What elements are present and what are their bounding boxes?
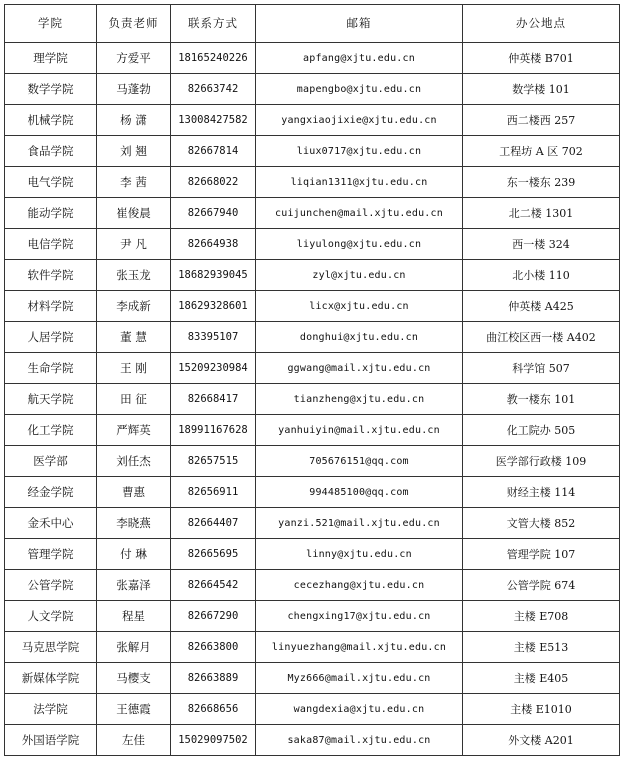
cell-email: cuijunchen@mail.xjtu.edu.cn: [256, 198, 463, 229]
cell-office: 主楼 E513: [463, 632, 620, 663]
cell-office: 北小楼 110: [463, 260, 620, 291]
cell-phone: 18682939045: [171, 260, 256, 291]
cell-email: zyl@xjtu.edu.cn: [256, 260, 463, 291]
table-row: [5, 663, 620, 694]
cell-email: wangdexia@xjtu.edu.cn: [256, 694, 463, 725]
cell-email: apfang@xjtu.edu.cn: [256, 43, 463, 74]
cell-email: 705676151@qq.com: [256, 446, 463, 477]
cell-teacher: 张嘉泽: [97, 570, 171, 601]
cell-email: liqian1311@xjtu.edu.cn: [256, 167, 463, 198]
cell-phone: 82656911: [171, 477, 256, 508]
cell-teacher: 李成新: [97, 291, 171, 322]
cell-teacher: 尹 凡: [97, 229, 171, 260]
cell-office: 北二楼 1301: [463, 198, 620, 229]
cell-college: 材料学院: [5, 291, 97, 322]
cell-phone: 82663800: [171, 632, 256, 663]
cell-teacher: 左佳: [97, 725, 171, 756]
cell-email: linyuezhang@mail.xjtu.edu.cn: [256, 632, 463, 663]
table-row: [5, 725, 620, 756]
header-office: 办公地点: [463, 5, 620, 43]
cell-college: 人居学院: [5, 322, 97, 353]
cell-teacher: 张解月: [97, 632, 171, 663]
cell-email: liyulong@xjtu.edu.cn: [256, 229, 463, 260]
cell-teacher: 杨 潇: [97, 105, 171, 136]
cell-phone: 82663889: [171, 663, 256, 694]
table-row: [5, 167, 620, 198]
cell-office: 曲江校区西一楼 A402: [463, 322, 620, 353]
cell-college: 化工学院: [5, 415, 97, 446]
cell-email: yanhuiyin@mail.xjtu.edu.cn: [256, 415, 463, 446]
cell-phone: 82664407: [171, 508, 256, 539]
cell-college: 能动学院: [5, 198, 97, 229]
cell-teacher: 王德霞: [97, 694, 171, 725]
table-row: [5, 539, 620, 570]
table-row: [5, 43, 620, 74]
cell-college: 金禾中心: [5, 508, 97, 539]
cell-college: 法学院: [5, 694, 97, 725]
cell-teacher: 张玉龙: [97, 260, 171, 291]
cell-office: 文管大楼 852: [463, 508, 620, 539]
cell-office: 主楼 E1010: [463, 694, 620, 725]
cell-email: mapengbo@xjtu.edu.cn: [256, 74, 463, 105]
cell-phone: 82668022: [171, 167, 256, 198]
cell-office: 公管学院 674: [463, 570, 620, 601]
cell-email: ggwang@mail.xjtu.edu.cn: [256, 353, 463, 384]
table-row: [5, 74, 620, 105]
cell-email: yanzi.521@mail.xjtu.edu.cn: [256, 508, 463, 539]
table-row: [5, 322, 620, 353]
cell-phone: 18165240226: [171, 43, 256, 74]
cell-phone: 82663742: [171, 74, 256, 105]
table-row: [5, 508, 620, 539]
table-row: [5, 260, 620, 291]
cell-teacher: 马樱支: [97, 663, 171, 694]
cell-college: 机械学院: [5, 105, 97, 136]
cell-teacher: 李 茜: [97, 167, 171, 198]
cell-college: 经金学院: [5, 477, 97, 508]
table-row: [5, 353, 620, 384]
table-row: [5, 229, 620, 260]
cell-phone: 83395107: [171, 322, 256, 353]
cell-teacher: 马蓬勃: [97, 74, 171, 105]
cell-phone: 82665695: [171, 539, 256, 570]
cell-phone: 82667290: [171, 601, 256, 632]
cell-office: 主楼 E708: [463, 601, 620, 632]
cell-email: saka87@mail.xjtu.edu.cn: [256, 725, 463, 756]
cell-phone: 82668417: [171, 384, 256, 415]
cell-teacher: 崔俊晨: [97, 198, 171, 229]
cell-phone: 18991167628: [171, 415, 256, 446]
contact-table: [4, 4, 620, 756]
cell-college: 食品学院: [5, 136, 97, 167]
cell-teacher: 严辉英: [97, 415, 171, 446]
cell-college: 公管学院: [5, 570, 97, 601]
cell-college: 航天学院: [5, 384, 97, 415]
table-header: [5, 5, 620, 43]
table-row: [5, 384, 620, 415]
cell-college: 电气学院: [5, 167, 97, 198]
cell-office: 主楼 E405: [463, 663, 620, 694]
cell-office: 东一楼东 239: [463, 167, 620, 198]
cell-email: 994485100@qq.com: [256, 477, 463, 508]
header-teacher: 负责老师: [97, 5, 171, 43]
cell-phone: 82667814: [171, 136, 256, 167]
cell-phone: 82668656: [171, 694, 256, 725]
table-body: [5, 43, 620, 756]
header-phone: 联系方式: [171, 5, 256, 43]
cell-college: 外国语学院: [5, 725, 97, 756]
cell-office: 教一楼东 101: [463, 384, 620, 415]
cell-office: 西一楼 324: [463, 229, 620, 260]
table-row: [5, 601, 620, 632]
cell-college: 马克思学院: [5, 632, 97, 663]
cell-teacher: 李晓燕: [97, 508, 171, 539]
header-college: 学院: [5, 5, 97, 43]
cell-email: Myz666@mail.xjtu.edu.cn: [256, 663, 463, 694]
table-row: [5, 105, 620, 136]
cell-office: 工程坊 A 区 702: [463, 136, 620, 167]
cell-office: 科学馆 507: [463, 353, 620, 384]
cell-office: 医学部行政楼 109: [463, 446, 620, 477]
cell-teacher: 董 慧: [97, 322, 171, 353]
table-row: [5, 291, 620, 322]
cell-college: 生命学院: [5, 353, 97, 384]
table-row: [5, 570, 620, 601]
cell-office: 财经主楼 114: [463, 477, 620, 508]
table-row: [5, 136, 620, 167]
cell-college: 管理学院: [5, 539, 97, 570]
cell-phone: 13008427582: [171, 105, 256, 136]
table-row: [5, 694, 620, 725]
table-row: [5, 632, 620, 663]
header-email: 邮箱: [256, 5, 463, 43]
cell-email: donghui@xjtu.edu.cn: [256, 322, 463, 353]
cell-college: 理学院: [5, 43, 97, 74]
cell-email: tianzheng@xjtu.edu.cn: [256, 384, 463, 415]
cell-phone: 82667940: [171, 198, 256, 229]
cell-teacher: 刘 翘: [97, 136, 171, 167]
cell-email: licx@xjtu.edu.cn: [256, 291, 463, 322]
cell-phone: 82657515: [171, 446, 256, 477]
cell-teacher: 曹惠: [97, 477, 171, 508]
table-row: [5, 446, 620, 477]
cell-phone: 82664542: [171, 570, 256, 601]
cell-email: liux0717@xjtu.edu.cn: [256, 136, 463, 167]
cell-office: 管理学院 107: [463, 539, 620, 570]
cell-phone: 18629328601: [171, 291, 256, 322]
cell-email: cecezhang@xjtu.edu.cn: [256, 570, 463, 601]
cell-teacher: 刘任杰: [97, 446, 171, 477]
cell-office: 数学楼 101: [463, 74, 620, 105]
cell-email: yangxiaojixie@xjtu.edu.cn: [256, 105, 463, 136]
cell-office: 西二楼西 257: [463, 105, 620, 136]
cell-phone: 82664938: [171, 229, 256, 260]
cell-phone: 15209230984: [171, 353, 256, 384]
cell-email: chengxing17@xjtu.edu.cn: [256, 601, 463, 632]
cell-teacher: 田 征: [97, 384, 171, 415]
table-row: [5, 415, 620, 446]
cell-college: 数学学院: [5, 74, 97, 105]
table-row: [5, 198, 620, 229]
cell-office: 化工院办 505: [463, 415, 620, 446]
cell-college: 人文学院: [5, 601, 97, 632]
cell-college: 电信学院: [5, 229, 97, 260]
cell-college: 医学部: [5, 446, 97, 477]
cell-teacher: 付 琳: [97, 539, 171, 570]
cell-office: 仲英楼 B701: [463, 43, 620, 74]
cell-phone: 15029097502: [171, 725, 256, 756]
cell-office: 外文楼 A201: [463, 725, 620, 756]
cell-teacher: 王 刚: [97, 353, 171, 384]
cell-teacher: 程星: [97, 601, 171, 632]
cell-college: 软件学院: [5, 260, 97, 291]
cell-office: 仲英楼 A425: [463, 291, 620, 322]
header-row: [5, 5, 620, 43]
cell-email: linny@xjtu.edu.cn: [256, 539, 463, 570]
cell-college: 新媒体学院: [5, 663, 97, 694]
cell-teacher: 方爱平: [97, 43, 171, 74]
table-row: [5, 477, 620, 508]
